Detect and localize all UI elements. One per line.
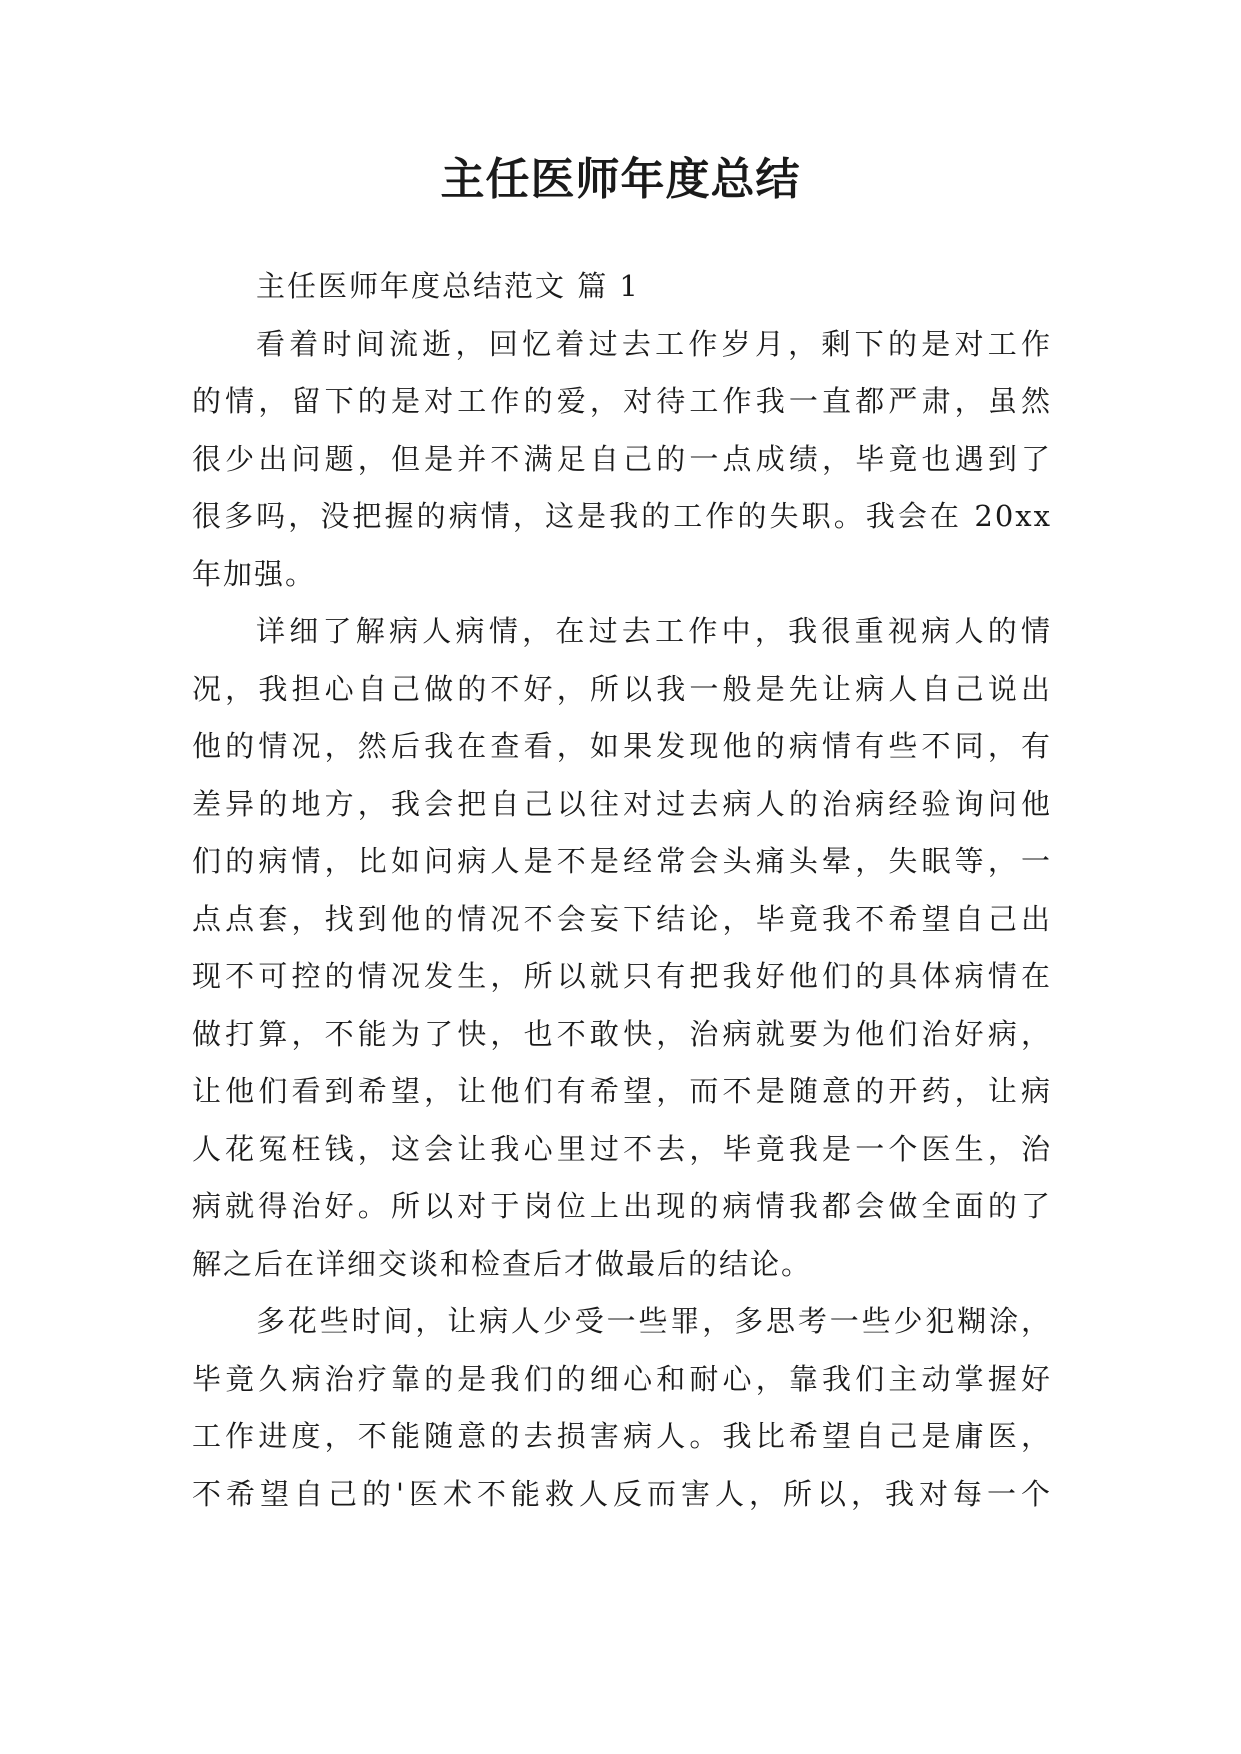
text-line: 毕竟久病治疗靠的是我们的细心和耐心，靠我们主动掌握好 [192,1361,1052,1396]
text-line: 的情，留下的是对工作的爱，对待工作我一直都严肃，虽然 [192,384,1052,418]
text-line: 现不可控的情况发生，所以就只有把我好他们的具体病情在 [192,959,1052,993]
text-line: 况，我担心自己做的不好，所以我一般是先让病人自己说出 [192,671,1052,706]
document-body [192,258,1052,1523]
text-line: 让他们看到希望，让他们有希望，而不是随意的开药，让病 [192,1074,1052,1108]
text-line: 们的病情，比如问病人是不是经常会头痛头晕，失眠等，一 [192,844,1052,878]
text-line: 病就得治好。所以对于岗位上出现的病情我都会做全面的了 [192,1189,1052,1223]
text-line: 差异的地方，我会把自己以往对过去病人的治病经验询问他 [192,786,1052,821]
text-line: 主任医师年度总结范文 篇 1 [256,269,640,303]
text-line: 不希望自己的'医术不能救人反而害人，所以，我对每一个 [192,1476,1052,1511]
text-line: 看着时间流逝，回忆着过去工作岁月，剩下的是对工作 [256,326,1052,361]
text-line: 很少出问题，但是并不满足自己的一点成绩，毕竟也遇到了 [192,441,1052,476]
text-line: 做打算，不能为了快，也不敢快，治病就要为他们治好病， [192,1016,1052,1051]
text-line: 工作进度，不能随意的去损害病人。我比希望自己是庸医， [192,1419,1052,1453]
document-title: 主任医师年度总结 [440,154,801,205]
text-line: 年加强。 [192,556,317,591]
text-line: 很多吗，没把握的病情，这是我的工作的失职。我会在 20xx [192,499,1052,533]
text-line: 他的情况，然后我在查看，如果发现他的病情有些不同，有 [192,729,1052,763]
text-line: 多花些时间，让病人少受一些罪，多思考一些少犯糊涂， [256,1304,1052,1338]
text-line: 解之后在详细交谈和检查后才做最后的结论。 [192,1246,813,1281]
text-line: 人花冤枉钱，这会让我心里过不去，毕竟我是一个医生，治 [192,1131,1052,1166]
text-line: 详细了解病人病情，在过去工作中，我很重视病人的情 [256,614,1052,648]
text-line: 点点套，找到他的情况不会妄下结论，毕竟我不希望自己出 [192,901,1052,936]
